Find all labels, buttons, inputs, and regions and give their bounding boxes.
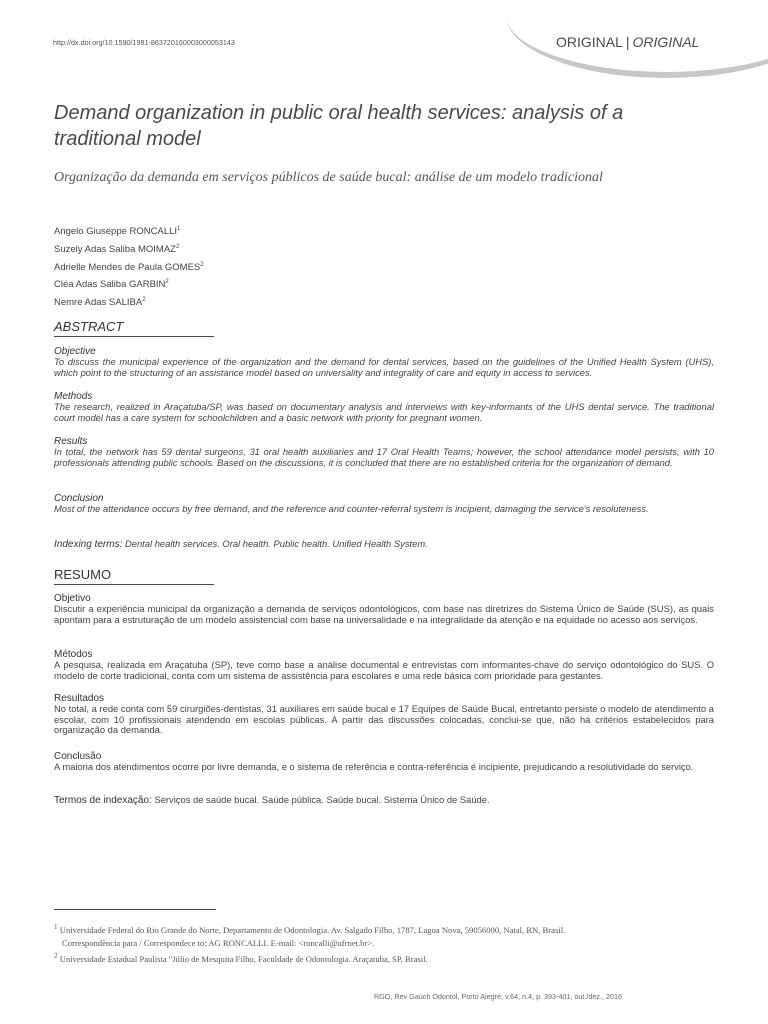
author-name: Adrielle Mendes de Paula GOMES: [54, 261, 201, 273]
resumo-objective-text: Discutir a experiência municipal da organização a demanda de serviços odontológicos, com base nas diretrizes do Sistema Único de Saúde (SUS), as quais apontam para a estruturação de um modelo assistencial com base na universalidade e na integralidade da atenção e na equidade no acesso aos serviços.: [54, 603, 714, 625]
abstract-objective-text: To discuss the municipal experience of the organization and the demand for dental services, based on the guidelines of the Unified Health System (UHS), which point to the structuring of an assistance model based on universality and integrality of care and equity in access to services.: [54, 356, 714, 378]
indexing-terms-label: Indexing terms:: [54, 539, 123, 550]
abstract-conclusion-label: Conclusion: [54, 493, 104, 504]
termos-text: Serviços de saúde bucal. Saúde pública. Saúde bucal. Sistema Único de Saúde.: [154, 794, 490, 805]
abstract-heading: ABSTRACT: [54, 319, 214, 337]
article-type-badge: [556, 34, 699, 50]
journal-reference: RGO, Rev Gaúch Odontol, Porto Alegre, v.64, n.4, p. 393-401, out./dez., 2016: [374, 992, 622, 1001]
author-affiliation-mark: 2: [142, 297, 146, 303]
author-list: [54, 222, 204, 311]
footnote-1: [54, 921, 724, 937]
abstract-conclusion: [54, 493, 714, 515]
abstract-results: [54, 436, 714, 468]
resumo-conclusion-text: A maioria dos atendimentos ocorre por livre demanda, e o sistema de referência e contra-referência é incipiente, prejudicando a resolutividade do serviço.: [54, 761, 694, 772]
author: [54, 275, 204, 293]
termos-label: Termos de indexação:: [54, 795, 152, 806]
author: [54, 293, 204, 311]
resumo-conclusion-label: Conclusão: [54, 751, 102, 762]
article-type-en: ORIGINAL: [556, 34, 623, 50]
article-type-separator: |: [625, 34, 630, 50]
footnote-mark: 2: [54, 951, 58, 960]
article-title: Demand organization in public oral health services: analysis of a traditional model: [54, 102, 624, 150]
author-affiliation-mark: 2: [175, 243, 180, 250]
author-affiliation-mark: 1: [177, 226, 181, 232]
author-name: Suzely Adas Saliba MOIMAZ: [54, 243, 176, 255]
footnote-2: [54, 950, 724, 966]
resumo-methods-text: A pesquisa, realizada em Araçatuba (SP), teve como base a análise documental e entrevistas com informantes-chave do serviço odontológico do SUS. O modelo de corte tradicional, conta com um sistema de assistência para escolares e uma rede básica com prioridade para gestantes.: [54, 659, 714, 681]
abstract-conclusion-text: Most of the attendance occurs by free demand, and the reference and counter-referral system is incipient, damaging the service's resoluteness.: [54, 503, 649, 514]
footnote-1-correspondence: Correspondência para / Correspondece to: AG RONCALLI. E-mail: <roncalli@ufrnet.br>.: [62, 937, 375, 948]
abstract-results-text: In total, the network has 59 dental surgeons, 31 oral health auxiliaries and 17 Oral Health Teams; however, the school attendance model persists, with 10 professionals attending public schools. Based on the discussions, it is concluded that there are no established criteria for the organization of demand.: [54, 446, 714, 468]
resumo-objective-label: Objetivo: [54, 593, 91, 604]
article-subtitle: Organização da demanda em serviços públicos de saúde bucal: análise de um modelo tradicional: [54, 170, 603, 185]
footnote-divider: [54, 909, 216, 910]
footnotes: [54, 921, 724, 966]
resumo-conclusion: [54, 751, 714, 773]
author-name: Angelo Giuseppe RONCALLI: [54, 226, 178, 238]
abstract-objective: [54, 346, 714, 378]
resumo-results-text: No total, a rede conta com 59 cirurgiões-dentistas, 31 auxiliares em saúde bucal e 17 Equipes de Saúde Bucal, entretanto persiste o modelo de atendimento a escolar, com 10 profissionais atendendo em escolas públicas. A partir das discussões colocadas, conclui-se que, não há critérios estabelecidos para organização da demanda.: [54, 703, 714, 736]
author-affiliation-mark: 2: [165, 279, 169, 286]
indexing-terms-text: Dental health services. Oral health. Public health. Unified Health System.: [124, 538, 428, 549]
footnote-mark: 1: [54, 923, 58, 931]
author-name: Cléa Adas Saliba GARBIN: [54, 279, 166, 291]
doi-link[interactable]: http://dx.doi.org/10.1590/1981-863720160003000053143: [53, 38, 235, 47]
author: [54, 222, 204, 240]
abstract-methods-label: Methods: [54, 391, 93, 402]
abstract-methods: [54, 391, 714, 423]
abstract-results-label: Results: [54, 436, 88, 447]
footnote-2-affiliation: Universidade Estadual Paulista "Júlio de Mesquita Filho, Faculdade de Odontologia. Araçatuba, SP, Brasil.: [59, 953, 428, 964]
resumo-indexing-terms: [54, 795, 714, 806]
resumo-results: [54, 693, 714, 736]
abstract-methods-text: The research, realized in Araçatuba/SP, was based on documentary analysis and interviews with key-informants of the UHS dental service. The traditional court model has a care system for schoolchildren and a basic network with priority for pregnant women.: [54, 401, 714, 423]
abstract-indexing-terms: [54, 539, 714, 550]
resumo-heading: RESUMO: [54, 567, 214, 585]
footnote-1-affiliation: Universidade Federal do Rio Grande do Norte, Departamento de Odontologia. Av. Salgado Filho, 1787, Lagoa Nova, 59056000, Natal, RN, Brasil.: [59, 924, 566, 935]
resumo-objective: [54, 593, 714, 625]
resumo-methods-label: Métodos: [54, 649, 93, 660]
abstract-objective-label: Objective: [54, 346, 96, 357]
resumo-results-label: Resultados: [54, 693, 105, 704]
article-type-pt: ORIGINAL: [632, 34, 700, 50]
author: [54, 240, 204, 258]
author-affiliation-mark: 2: [200, 261, 204, 268]
resumo-methods: [54, 649, 714, 681]
author-name: Nemre Adas SALIBA: [54, 297, 143, 309]
author: [54, 258, 204, 276]
